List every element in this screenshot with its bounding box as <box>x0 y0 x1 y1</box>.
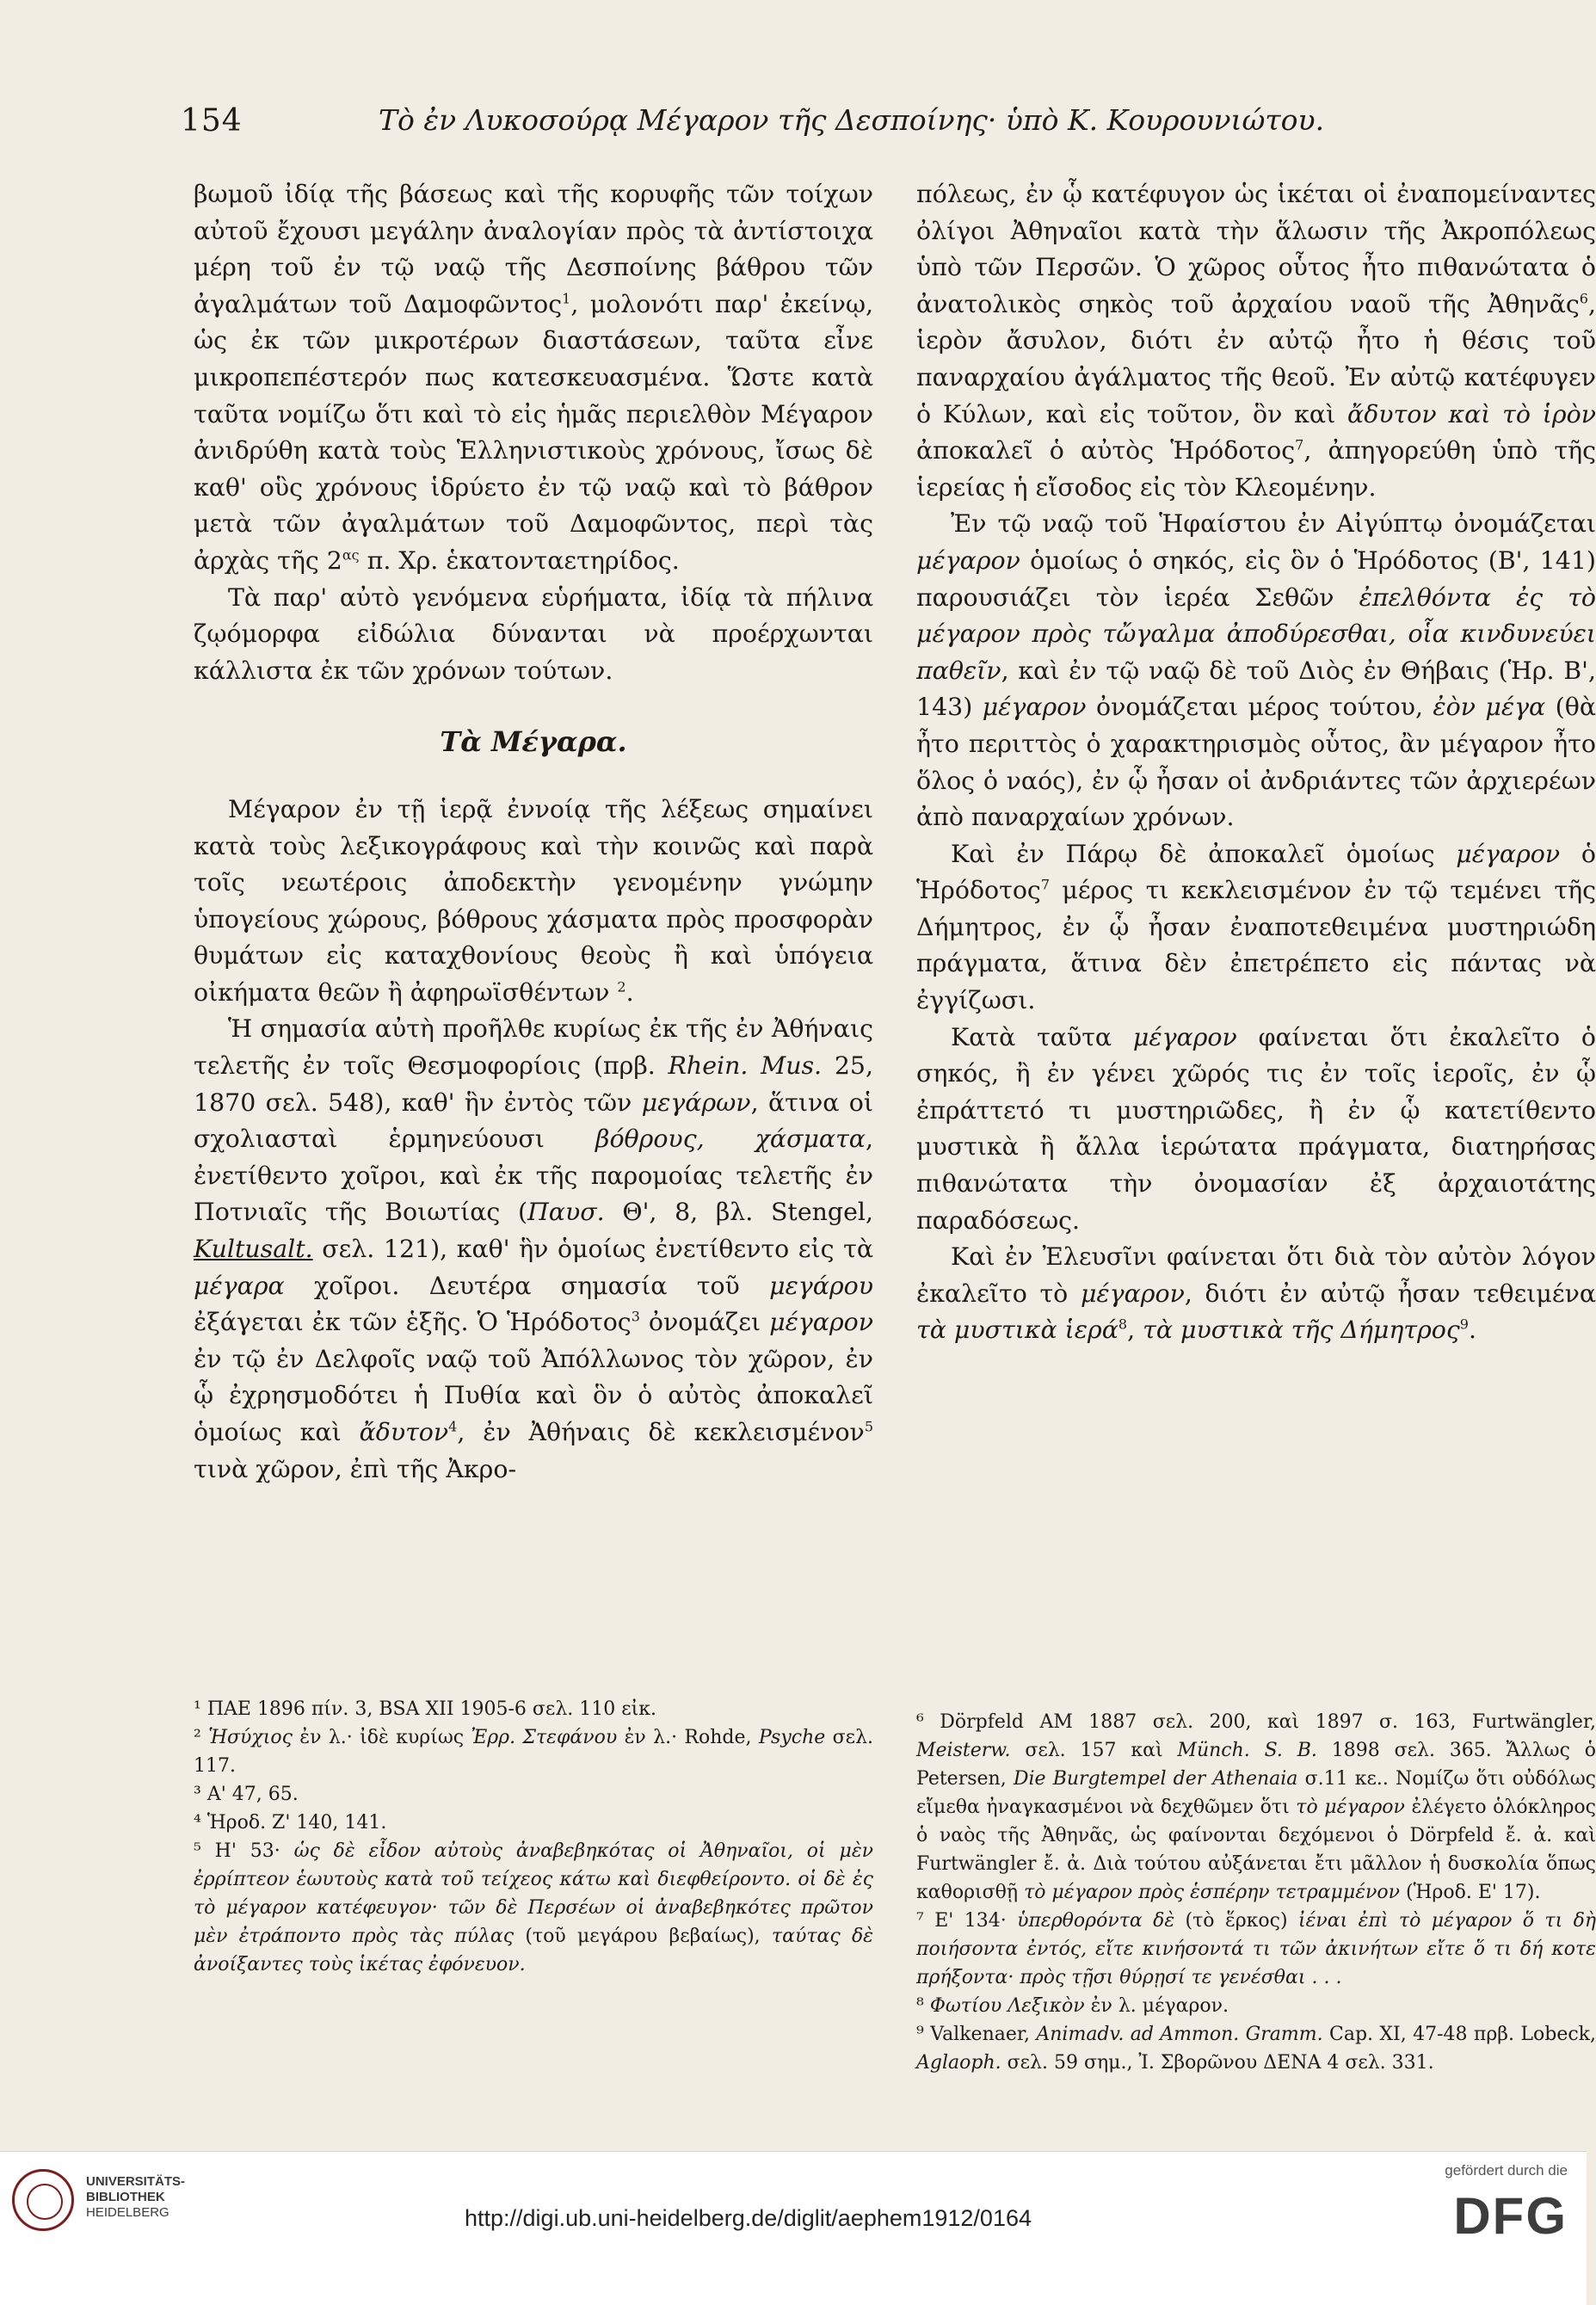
dfg-logo: DFG <box>1453 2187 1568 2245</box>
page-number: 154 <box>181 103 243 139</box>
funded-by-label: gefördert durch die <box>1445 2162 1568 2179</box>
paragraph: Τὰ παρ' αὐτὸ γενόμενα εὑρήματα, ἰδίᾳ τὰ πήλινα ζῳόμορφα εἰδώλια δύνανται νὰ προέρχωνται κάλλιστα ἐκ τῶν χρόνων τούτων. <box>194 582 873 685</box>
footnote: ⁹ Valkenaer, Animadv. ad Ammon. Gramm. Cap. XI, 47-48 πρβ. Lobeck, Aglaoph. σελ. 59 σημ., Ἰ. Σβορῶνου ΔΕΝΑ 4 σελ. 331. <box>916 2024 1596 2074</box>
paragraph: Καὶ ἐν Πάρῳ δὲ ἀποκαλεῖ ὁμοίως μέγαρον ὁ Ἡρόδοτος$^7$ μέρος τι κεκλεισμένον ἐν τῷ τεμένει τῆς Δήμητρος, ἐν ᾧ ἦσαν ἐναποτεθειμένα μυστηριώδη πράγματα, ἅτινα δὲν ἐπετρέπετο εἰς πάντας νὰ ἐγγίζωσι. <box>916 839 1596 1015</box>
paragraph: Μέγαρον ἐν τῇ ἱερᾷ ἐννοίᾳ τῆς λέξεως σημαίνει κατὰ τοὺς λεξικογράφους καὶ τὴν κοινῶς καὶ παρὰ τοῖς νεωτέροις ἀποδεκτὴν γενομένην γνώμην ὑπογείους χώρους, βόθρους χάσματα πρὸς προσφορὰν θυμάτων εἰς καταχθονίους θεοὺς ἢ καὶ ὑπόγεια οἰκήματα θεῶν ἢ ἀφηρωϊσθέντων $^2$. <box>194 794 873 1007</box>
footnote: ¹ ΠΑΕ 1896 πίν. 3, BSA XII 1905-6 σελ. 110 εἰκ. <box>194 1698 657 1720</box>
digital-library-link[interactable]: http://digi.ub.uni-heidelberg.de/diglit/aephem1912/0164 <box>465 2205 1032 2231</box>
paragraph: Ἡ σημασία αὐτὴ προῆλθε κυρίως ἐκ τῆς ἐν Ἀθήναις τελετῆς ἐν τοῖς Θεσμοφορίοις (πρβ. Rhein. Mus. 25, 1870 σελ. 548), καθ' ἣν ἐντὸς τῶν μεγάρων, ἅτινα οἱ σχολιασταὶ ἑρμηνεύουσι βόθρους, χάσματα, ἐνετίθεντο χοῖροι, καὶ ἐκ τῆς παρομοίας τελετῆς ἐν Ποτνιαῖς τῆς Βοιωτίας (Παυσ. Θ', 8, βλ. Stengel, Kultusalt. σελ. 121), καθ' ἣν ὁμοίως ἐνετίθεντο εἰς τὰ μέγαρα χοῖροι. Δευτέρα σημασία τοῦ μεγάρου ἐξάγεται ἐκ τῶν ἑξῆς. Ὁ Ἡρόδοτος$^3$ ὀνομάζει μέγαρον ἐν τῷ ἐν Δελφοῖς ναῷ τοῦ Ἀπόλλωνος τὸν χῶρον, ἐν ᾧ ἐχρησμοδότει ἡ Πυθία καὶ ὃν ὁ αὐτὸς ἀποκαλεῖ ὁμοίως καὶ ἄδυτον$^4$, ἐν Ἀθήναις δὲ κεκλεισμένον$^5$ τινὰ χῶρον, ἐπὶ τῆς Ἀκρο- <box>194 1014 873 1483</box>
paragraph: Καὶ ἐν Ἐλευσῖνι φαίνεται ὅτι διὰ τὸν αὐτὸν λόγον ἐκαλεῖτο τὸ μέγαρον, διότι ἐν αὐτῷ ἦσαν τεθειμένα τὰ μυστικὰ ἱερά$^8$, τὰ μυστικὰ τῆς Δήμητρος$^9$. <box>916 1242 1596 1345</box>
footnote: ² Ἡσύχιος ἐν λ.· ἰδὲ κυρίως Ἐρρ. Στεφάνου ἐν λ.· Rohde, Psyche σελ. 117. <box>194 1727 874 1777</box>
paragraph: Ἐν τῷ ναῷ τοῦ Ἡφαίστου ἐν Αἰγύπτῳ ὀνομάζεται μέγαρον ὁμοίως ὁ σηκός, εἰς ὃν ὁ Ἡρόδοτος (Β', 141) παρουσιάζει τὸν ἱερέα Σεθῶν ἐπελθόντα ἐς τὸ μέγαρον πρὸς τὤγαλμα ἀποδύρεσθαι, οἷα κινδυνεύει παθεῖν, καὶ ἐν τῷ ναῷ δὲ τοῦ Διὸς ἐν Θήβαις (Ἡρ. Β', 143) μέγαρον ὀνομάζεται μέρος τούτου, ἐὸν μέγα (θὰ ἦτο περιττὸς ὁ χαρακτηρισμὸς οὗτος, ἂν μέγαρον ἦτο ὅλος ὁ ναός), ἐν ᾧ ἦσαν οἱ ἀνδριάντες τῶν ἀρχιερέων ἀπὸ παναρχαίων χρόνων. <box>916 509 1596 832</box>
footnote: ⁷ Ε' 134· ὑπερθορόντα δὲ (τὸ ἕρκος) ἰέναι ἐπὶ τὸ μέγαρον ὅ τι δὴ ποιήσοντα ἐντός, εἴτε κινήσοντά τι τῶν ἀκινήτων εἴτε ὅ τι δή κοτε πρήξοντα· πρὸς τῇσι θύρῃσί τε γενέσθαι . . . <box>916 1910 1596 1988</box>
paragraph: Κατὰ ταῦτα μέγαρον φαίνεται ὅτι ἐκαλεῖτο ὁ σηκός, ἢ ἐν γένει χῶρός τις ἐν τοῖς ἱεροῖς, ἐν ᾧ ἐπράττετό τι μυστηριῶδες, ἢ ἐν ᾧ κατετίθεντο μυστικὰ ἢ ἄλλα ἱερώτατα πράγματα, διατηρήσας πιθανώτατα τὴν ὀνομασίαν ἐξ ἀρχαιοτάτης παραδόσεως. <box>916 1022 1596 1235</box>
page-header <box>181 103 1325 155</box>
footnote: ⁸ Φωτίου Λεξικὸν ἐν λ. μέγαρον. <box>916 1995 1229 2017</box>
footnote: ⁵ Η' 53· ὡς δὲ εἶδον αὐτοὺς ἀναβεβηκότας οἱ Ἀθηναῖοι, οἱ μὲν ἐρρίπτεον ἑωυτοὺς κατὰ τοῦ τείχεος κάτω καὶ διεφθείροντο. οἱ δὲ ἐς τὸ μέγαρον κατέφευγον· τῶν δὲ Περσέων οἱ ἀναβεβηκότες πρῶτον μὲν ἐτράποντο πρὸς τὰς πύλας (τοῦ μεγάρου βεβαίως), ταύτας δὲ ἀνοίξαντες τοὺς ἱκέτας ἐφόνευον. <box>194 1840 873 1975</box>
footnotes-left <box>194 1695 873 1979</box>
paragraph: πόλεως, ἐν ᾧ κατέφυγον ὡς ἱκέται οἱ ἐναπομείναντες ὀλίγοι Ἀθηναῖοι κατὰ τὴν ἅλωσιν τῆς Ἀκροπόλεως ὑπὸ τῶν Περσῶν. Ὁ χῶρος οὗτος ἦτο πιθανώτατα ὁ ἀνατολικὸς σηκὸς τοῦ ἀρχαίου ναοῦ τῆς Ἀθηνᾶς$^6$, ἱερὸν ἄσυλον, διότι ἐν αὐτῷ ἦτο ἡ θέσις τοῦ παναρχαίου ἀγάλματος τῆς θεοῦ. Ἐν αὐτῷ κατέφυγεν ὁ Κύλων, καὶ εἰς τοῦτον, ὃν καὶ ἄδυτον καὶ τὸ ἱρὸν ἀποκαλεῖ ὁ αὐτὸς Ἡρόδοτος$^7$, ἀπηγορεύθη ὑπὸ τῆς ἱερείας ἡ εἴσοδος εἰς τὸν Κλεομένην. <box>916 180 1596 502</box>
paragraph: βωμοῦ ἰδίᾳ τῆς βάσεως καὶ τῆς κορυφῆς τῶν τοίχων αὐτοῦ ἔχουσι μεγάλην ἀναλογίαν πρὸς τὰ ἀντίστοιχα μέρη τοῦ ἐν τῷ ναῷ τῆς Δεσποίνης βάθρου τῶν ἀγαλμάτων τοῦ Δαμοφῶντος$^1$, μολονότι παρ' ἐκείνῳ, ὡς ἐκ τῶν μικροτέρων διαστάσεων, ταῦτα εἶνε μικροπεπέστερόν πως κατεσκευασμένα. Ὥστε κατὰ ταῦτα νομίζω ὅτι καὶ τὸ εἰς ἡμᾶς περιελθὸν Μέγαρον ἀνιδρύθη κατὰ τοὺς Ἑλληνιστικοὺς χρόνους, ἴσως δὲ καθ' οὓς χρόνους ἱδρύετο ἐν τῷ ναῷ καὶ τὸ βάθρον μετὰ τῶν ἀγαλμάτων τοῦ Δαμοφῶντος, περὶ τὰς ἀρχὰς τῆς $2^{\alpha\varsigma}$ π. Χρ. ἑκατονταετηρίδος. <box>194 180 873 575</box>
left-column <box>194 176 873 1488</box>
footnotes-right <box>916 1708 1596 2077</box>
footnote: ⁴ Ἡροδ. Ζ' 140, 141. <box>194 1812 387 1834</box>
footer-bar <box>0 2151 1587 2305</box>
right-column <box>916 176 1596 1349</box>
footnote: ³ Α' 47, 65. <box>194 1784 299 1805</box>
footnote: ⁶ Dörpfeld AM 1887 σελ. 200, καὶ 1897 σ. 163, Furtwängler, Meisterw. σελ. 157 καὶ Münch. S. B. 1898 σελ. 365. Ἄλλως ὁ Petersen, Die Burgtempel der Athenaia σ.11 κε.. Νομίζω ὅτι οὐδόλως εἴμεθα ἠναγκασμένοι νὰ δεχθῶμεν ὅτι τὸ μέγαρον ἐλέγετο ὁλόκληρος ὁ ναὸς τῆς Ἀθηνᾶς, ὡς φαίνονται δεχόμενοι ὁ Dörpfeld ἔ. ἀ. καὶ Furtwängler ἔ. ἀ. Διὰ τούτου αὐξάνεται ἔτι μᾶλλον ἡ δυσκολία ὅπως καθορισθῇ τὸ μέγαρον πρὸς ἑσπέρην τετραμμένον (Ἡροδ. Ε' 17). <box>916 1711 1596 1903</box>
library-name: UNIVERSITÄTS- BIBLIOTHEK HEIDELBERG <box>86 2174 186 2220</box>
university-seal-icon <box>12 2169 74 2231</box>
running-title: Τὸ ἐν Λυκοσούρᾳ Μέγαρον τῆς Δεσποίνης· ὑπὸ Κ. Κουρουνιώτου. <box>379 103 1325 137</box>
section-title: Τὰ Μέγαρα. <box>440 725 627 759</box>
